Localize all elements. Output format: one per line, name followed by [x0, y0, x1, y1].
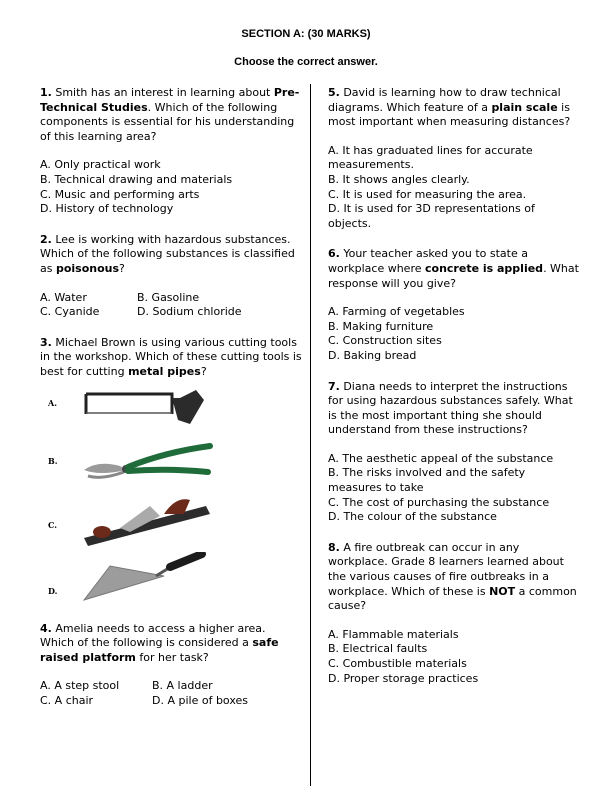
question-number: 6.: [328, 247, 340, 261]
option-a: A. A step stool: [40, 679, 120, 693]
tool-images: [40, 384, 220, 610]
question-6-stem: 6. Your teacher asked you to state a workplace where concrete is applied. What response will you give?: [328, 247, 579, 290]
image-label-b: B.: [48, 455, 58, 466]
option-d: D. The colour of the substance: [328, 510, 497, 524]
question-6-options: [328, 305, 580, 363]
option-d: D. A pile of boxes: [152, 693, 248, 707]
question-8-stem: 8. A fire outbreak can occur in any workplace. Grade 8 learners learned about the various causes of fire outbreaks in a workplace. Which of these is NOT a common cause?: [328, 540, 577, 613]
question-number: 3.: [40, 335, 52, 349]
question-7: [328, 380, 580, 525]
trowel-icon: [80, 552, 215, 608]
section-title: SECTION A: (30 MARKS): [241, 28, 371, 40]
option-b: B. Gasoline: [137, 290, 200, 304]
question-5-stem: 5. David is learning how to draw technical diagrams. Which feature of a plain scale is most important when measuring distances?: [328, 86, 571, 129]
question-4-options: [40, 679, 302, 708]
question-1-options: [40, 158, 302, 216]
question-number: 1.: [40, 86, 52, 99]
question-5-options: [328, 144, 580, 232]
question-4-stem: 4. Amelia needs to access a higher area. Which of the following is considered a safe raised platform for her task?: [40, 621, 279, 664]
question-1: [40, 86, 302, 217]
question-7-options: [328, 452, 580, 525]
question-4: [40, 622, 302, 709]
option-d: D. History of technology: [40, 202, 174, 216]
right-column: [328, 86, 580, 702]
option-c: C. A chair: [40, 693, 94, 707]
option-c: C. Combustible materials: [328, 657, 467, 670]
question-3-stem: 3. Michael Brown is using various cutting tools in the workshop. Which of these cutting tools is best for cutting metal pipes?: [40, 335, 302, 378]
option-b: B. Technical drawing and materials: [40, 172, 233, 186]
option-b: B. The risks involved and the safety measures to take: [328, 466, 526, 495]
question-number: 4.: [40, 621, 52, 635]
question-8-options: [328, 628, 580, 686]
option-b: B. A ladder: [152, 679, 213, 693]
option-a: A. Water: [40, 290, 87, 304]
option-a: A. It has graduated lines for accurate measurements.: [328, 143, 533, 172]
option-a: A. Flammable materials: [328, 627, 459, 641]
image-label-a: A.: [48, 397, 57, 408]
question-1-stem: 1. Smith has an interest in learning about Pre-Technical Studies. Which of the following components is essential for his understanding of this learning area?: [40, 86, 300, 143]
image-label-c: C.: [48, 519, 58, 530]
question-2-stem: 2. Lee is working with hazardous substances. Which of the following substances is classified as poisonous?: [40, 232, 295, 275]
question-7-stem: 7. Diana needs to interpret the instructions for using hazardous substances safely. What is the most important thing she should understand from these instructions?: [328, 379, 573, 437]
question-number: 7.: [328, 379, 340, 393]
option-c: C. The cost of purchasing the substance: [328, 495, 550, 509]
question-number: 5.: [328, 86, 340, 99]
option-d: D. Sodium chloride: [137, 305, 242, 319]
option-d: D. Baking bread: [328, 348, 417, 362]
option-c: C. Construction sites: [328, 334, 442, 348]
question-2: [40, 233, 302, 320]
option-c: C. Cyanide: [40, 305, 100, 319]
option-b: B. Making furniture: [328, 319, 434, 333]
question-5: [328, 86, 580, 231]
option-d: D. It is used for 3D representations of objects.: [328, 202, 535, 230]
image-label-d: D.: [48, 585, 58, 596]
hacksaw-icon: [80, 384, 215, 432]
instruction: Choose the correct answer.: [234, 56, 378, 68]
option-c: C. Music and performing arts: [40, 187, 200, 201]
column-divider: [310, 84, 311, 786]
option-c: C. It is used for measuring the area.: [328, 187, 527, 201]
question-6: [328, 247, 580, 363]
option-d: D. Proper storage practices: [328, 671, 479, 685]
option-a: A. The aesthetic appeal of the substance: [328, 451, 554, 465]
option-b: B. It shows angles clearly.: [328, 172, 470, 186]
option-a: A. Only practical work: [40, 158, 161, 172]
pruning-shears-icon: [80, 440, 215, 488]
option-a: A. Farming of vegetables: [328, 305, 465, 319]
question-2-options: [40, 291, 302, 320]
hand-plane-icon: [80, 492, 215, 548]
option-b: B. Electrical faults: [328, 642, 428, 656]
left-column: [40, 86, 302, 724]
question-number: 8.: [328, 540, 340, 554]
question-8: [328, 541, 580, 686]
question-3: [40, 336, 302, 610]
question-number: 2.: [40, 232, 52, 246]
